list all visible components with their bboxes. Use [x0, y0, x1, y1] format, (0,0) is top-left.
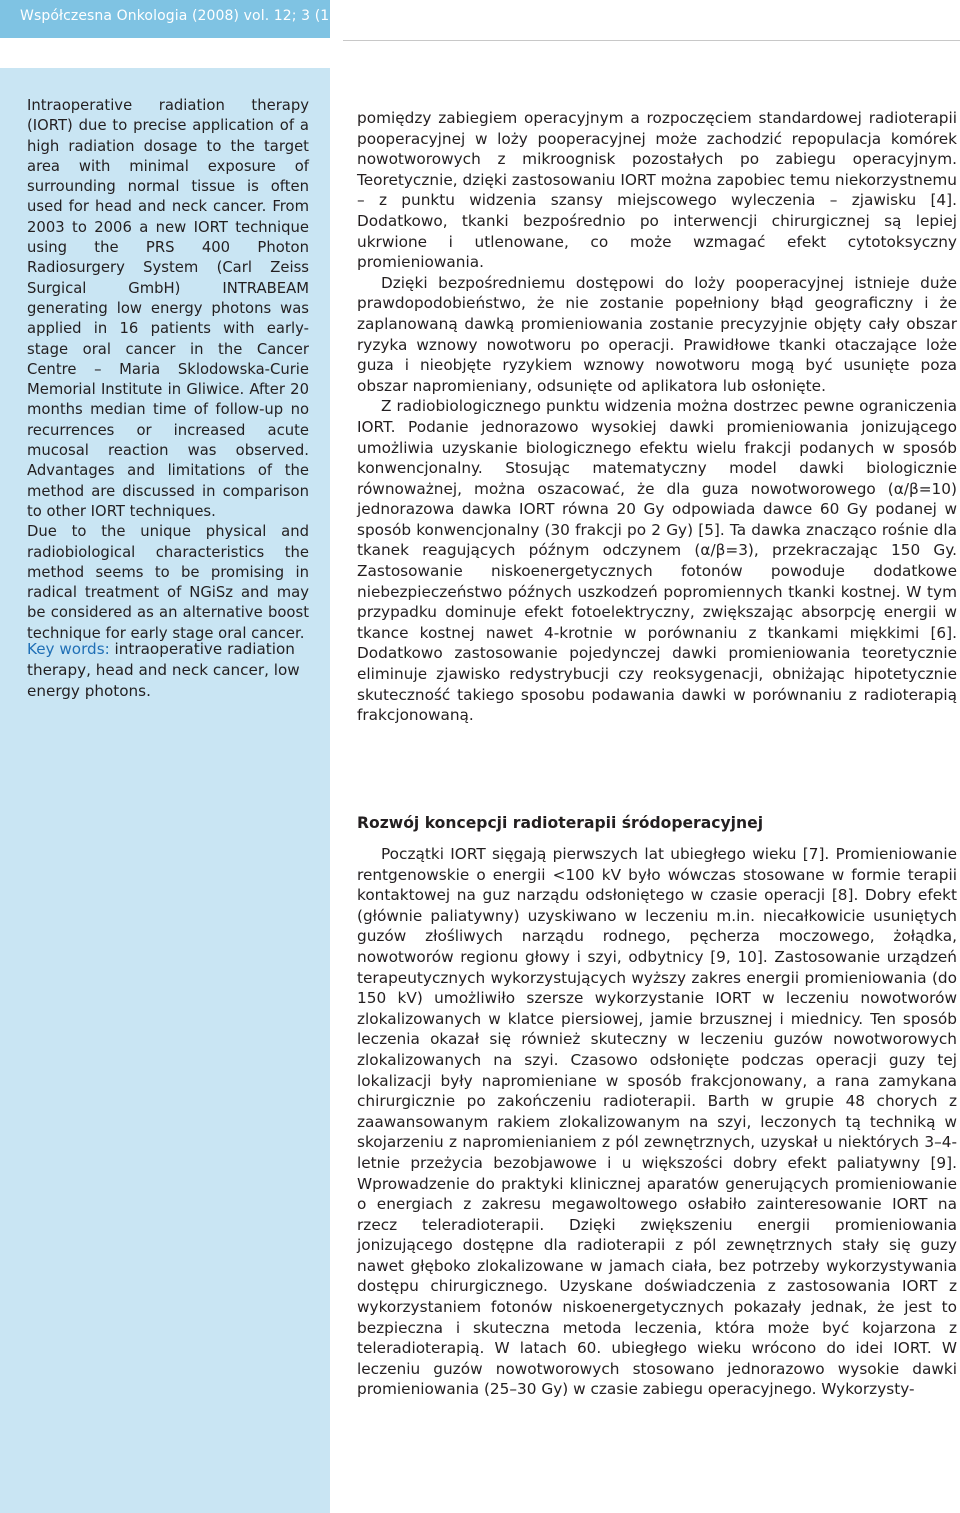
body-paragraph: Dzięki bezpośredniemu dostępowi do loży pooperacyjnej istnieje duże prawdopodobieństwo, że nie zostanie popełniony błąd geograficzny i że zaplanowaną dawką promieniowania zostanie precyzyjnie objęty cały obszar ryzyka wznowy nowotworu po operacji. Prawidłowe tkanki otaczające loże guza i nieobjęte ryzykiem wznowy nowotworu mogą być usunięte poza obszar napromieniany, odsunięte od aplikatora lub osłonięte.	[357, 273, 957, 395]
keywords-text: intraoperative radiation therapy, head and neck cancer, low energy photons.	[27, 640, 300, 700]
header-divider	[343, 40, 960, 41]
abstract-paragraph: Due to the unique physical and radiobiological characteristics the method seems to be promising in radical treatment of NGiSz and may be considered as an alternative boost technique for early stage oral cancer.	[27, 523, 309, 642]
body-paragraph: pomiędzy zabiegiem operacyjnym a rozpoczęciem standardowej radioterapii pooperacyjnej w loży pooperacyjnej może zachodzić repopulacja komórek nowotworowych z mikroognisk pozostałych po zabiegu operacyjnym. Teoretycznie, dzięki zastosowaniu IORT można zapobiec temu niekorzystnemu – z punktu widzenia szansy miejscowego wyleczenia – zjawisku [4]. Dodatkowo, tkanki bezpośrednio po interwencji chirurgicznej są lepiej ukrwione i utlenowane, co może wzmagać efekt cytotoksyczny promieniowania.	[357, 109, 957, 272]
section-heading: Rozwój koncepcji radioterapii śródoperacyjnej	[357, 814, 764, 832]
keywords-block	[27, 639, 309, 701]
body-paragraph: Początki IORT sięgają pierwszych lat ubiegłego wieku [7]. Promieniowanie rentgenowskie o energii <100 kV było wówczas stosowane w formie terapii kontaktowej na guz narządu odsłoniętego w czasie operacji [8]. Dobry efekt (głównie paliatywny) uzyskiwano w leczeniu m.in. niecałkowicie usuniętych guzów złośliwych narządu rodnego, pęcherza moczowego, żołądka, nowotworów regionu głowy i szyi, odbytnicy [9, 10]. Zastosowanie urządzeń terapeutycznych wykorzystujących wyższy zakres energii promieniowania (do 150 kV) umożliwiło szersze wykorzystanie IORT w leczeniu nowotworów zlokalizowanych w klatce piersiowej, jamie brzusznej i miednicy. Ten sposób leczenia okazał się również skuteczny w leczeniu guzów nowotworowych zlokalizowanych na szyi. Czasowo odsłonięte podczas operacji guzy tej lokalizacji były napromieniane w sposób frakcjonowany, a rana zamykana chirurgicznie po zakończeniu radioterapii. Barth w grupie 48 chorych z zaawansowanym rakiem zlokalizowanym na szyi, leczonych tą techniką w skojarzeniu z napromienianiem z pól zewnętrznych, uzyskał u niektórych 3–4-letnie przeżycia bezobjawowe i u większości dobry efekt paliatywny [9]. Wprowadzenie do praktyki klinicznej aparatów generujących promieniowanie o energiach z zakresu megawoltowego osłabiło zainteresowanie IORT na rzecz teleradioterapii. Dzięki zwiększeniu energii promieniowania jonizującego dostępne dla radioterapii z pól zewnętrznych stały się guzy nawet głęboko zlokalizowane w jamach ciała, bez potrzeby wykorzystywania dostępu chirurgicznego. Uzyskane doświadczenia z zastosowania IORT z wykorzystaniem fotonów niskoenergetycznych pokazały jednak, że jest to bezpieczna i skuteczna metoda leczenia, która może być kojarzona z teleradioterapią. W latach 60. ubiegłego wieku wrócono do idei IORT. W leczeniu guzów nowotworowych stosowano jednorazowo wysokie dawki promieniowania (25–30 Gy) w czasie zabiegu operacyjnego. Wykorzysty-	[357, 845, 957, 1399]
keywords-label: Key words:	[27, 640, 110, 658]
journal-citation: Współczesna Onkologia (2008) vol. 12; 3 (133–138)	[20, 8, 387, 24]
body-text-bottom	[357, 844, 957, 1400]
abstract-block	[27, 96, 309, 644]
body-paragraph: Z radiobiologicznego punktu widzenia można dostrzec pewne ograniczenia IORT. Podanie jednorazowo wysokiej dawki promieniowania jonizującego umożliwia uzyskanie biologicznego efektu wielu frakcji podanych w sposób konwencjonalny. Stosując matematyczny model dawki biologicznie równoważnej, można oszacować, że dla guza nowotworowego (α/β=10) jednorazowa dawka IORT równa 20 Gy odpowiada dawce 60 Gy podanej w sposób konwencjonalny (30 frakcji po 2 Gy) [5]. Ta dawka znacząco rośnie dla tkanek reagujących późnym odczynem (α/β=3), przekraczając 150 Gy. Zastosowanie niskoenergetycznych fotonów powoduje dodatkowe niebezpieczeństwo późnych uszkodzeń popromiennych tkanki kostnej. W tym przypadku dominuje efekt fotoelektryczny, zwiększając absorpcję energii w tkance kostnej nawet 4-krotnie w porównaniu z tkankami miękkimi [6]. Dodatkowo zastosowanie pojedynczej dawki promieniowania teoretycznie eliminuje zjawisko redystrybucji czy reoksygenacji, obniżając hipotetycznie skuteczność takiego sposobu podawania dawki w porównaniu z radioterapią frakcjonowaną.	[357, 397, 957, 725]
abstract-paragraph: Intraoperative radiation therapy (IORT) due to precise application of a high radiation dosage to the target area with minimal exposure of surrounding normal tissue is often used for head and neck cancer. From 2003 to 2006 a new IORT technique using the PRS 400 Photon Radiosurgery System (Carl Zeiss Surgical GmbH) INTRABEAM generating low energy photons was applied in 16 patients with early-stage oral cancer in the Cancer Centre – Maria Sklodowska-Curie Memorial Institute in Gliwice. After 20 months median time of follow-up no recurrences or increased acute mucosal reaction was observed. Advantages and limitations of the method are discussed in comparison to other IORT techniques.	[27, 97, 309, 520]
body-text-top	[357, 108, 957, 726]
journal-header-bar	[0, 0, 387, 38]
